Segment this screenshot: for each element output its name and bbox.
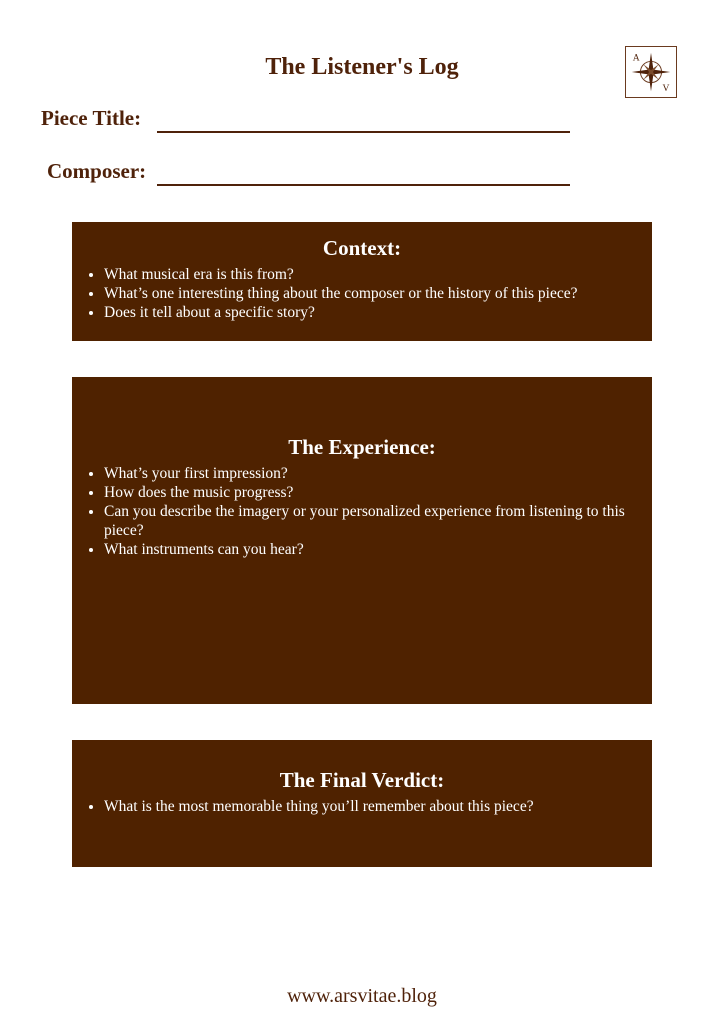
- footer-url[interactable]: www.arsvitae.blog: [287, 985, 437, 1007]
- context-heading: Context:: [322, 236, 402, 260]
- experience-heading: The Experience:: [288, 435, 436, 459]
- logo-letter-v: V: [662, 83, 670, 95]
- experience-list: [72, 464, 652, 559]
- context-card: [72, 222, 652, 341]
- composer-label: Composer:: [47, 159, 147, 183]
- list-item: • What musical era is this from?: [104, 265, 646, 284]
- compass-rose-icon: [626, 47, 676, 97]
- composer-line[interactable]: [157, 184, 570, 186]
- experience-card: [72, 377, 652, 704]
- list-item: • What instruments can you hear?: [104, 540, 646, 559]
- list-item: • Does it tell about a specific story?: [104, 303, 646, 322]
- context-list: [72, 265, 652, 322]
- list-item: • How does the music progress?: [104, 483, 646, 502]
- verdict-card: [72, 740, 652, 867]
- arsvitae-logo: [625, 46, 677, 98]
- page-title: The Listener's Log: [265, 54, 459, 80]
- list-item: • What’s your first impression?: [104, 464, 646, 483]
- piece-title-line[interactable]: [157, 131, 570, 133]
- list-item: • What’s one interesting thing about the composer or the history of this piece?: [104, 284, 646, 303]
- list-item: • What is the most memorable thing you’ll remember about this piece?: [104, 797, 646, 816]
- logo-letter-a: A: [632, 52, 640, 64]
- verdict-list: [72, 797, 652, 816]
- piece-title-label: Piece Title:: [41, 106, 142, 130]
- list-item: • Can you describe the imagery or your personalized experience from listening to this piece?: [104, 502, 646, 540]
- verdict-heading: The Final Verdict:: [279, 768, 445, 792]
